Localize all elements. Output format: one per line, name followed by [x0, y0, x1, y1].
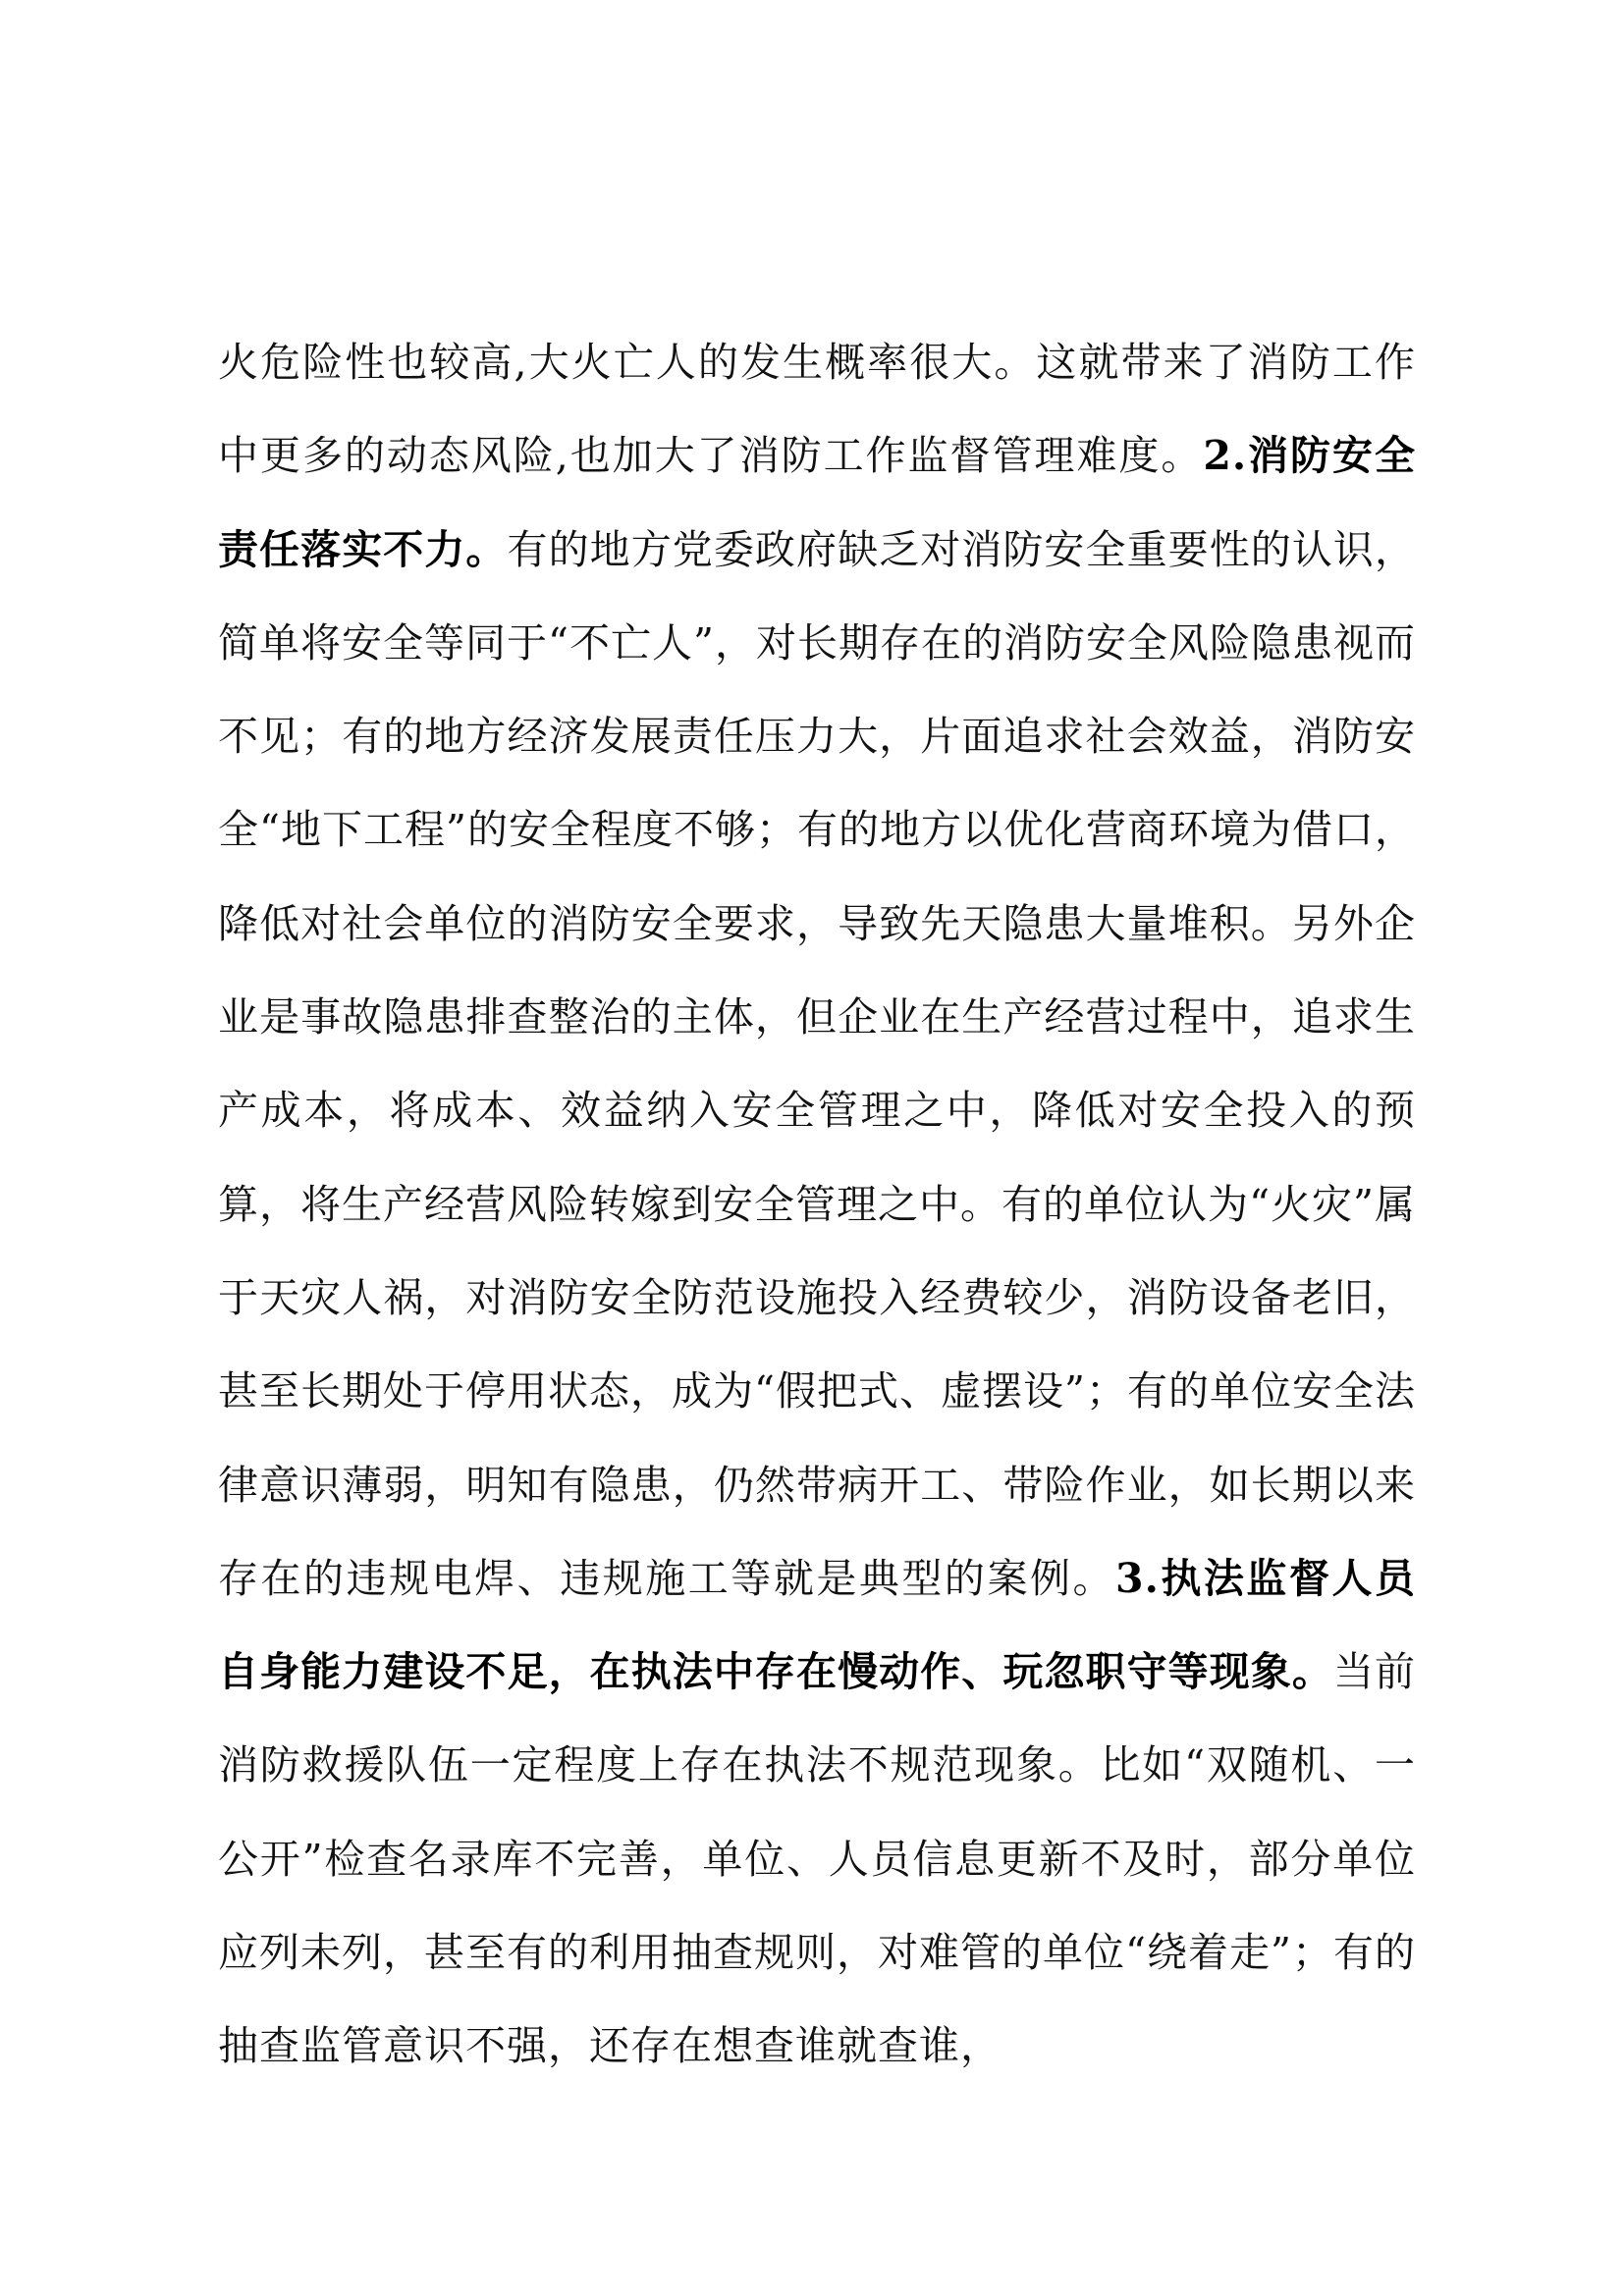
text-segment: 有的地方党委政府缺乏对消防安全重要性的认识，简单将安全等同于“不亡人”，对长期存在的消防安全风险隐患视而不见；有的地方经济发展责任压力大，片面追求社会效益，消防安全“地下工程”的安全程度不够；有的地方以优化营商环境为借口，降低对社会单位的消防安全要求，导致先天隐患大量堆积。另外企业是事故隐患排查整治的主体，但企业在生产经营过程中，追求生产成本，将成本、效益纳入安全管理之中，降低对安全投入的预算，将生产经营风险转嫁到安全管理之中。有的单位认为“火灾”属于天灾人祸，对消防安全防范设施投入经费较少，消防设备老旧，甚至长期处于停用状态，成为“假把式、虚摆设”；有的单位安全法律意识薄弱，明知有隐患，仍然带病开工、带险作业，如长期以来存在的违规电焊、违规施工等就是典型的案例。	[218, 525, 1416, 1602]
bold-heading-3: 3.执法监督人员自身能力建设不足，在执法中存在慢动作、玩忽职守等现象。	[218, 1554, 1417, 1696]
body-paragraph	[218, 316, 1416, 2094]
text-segment: 当前消防救援队伍一定程度上存在执法不规范现象。比如“双随机、一公开”检查名录库不完善，单位、人员信息更新不及时，部分单位应列未列，甚至有的利用抽查规则，对难管的单位“绕着走”；有的抽查监管意识不强，还存在想查谁就查谁，	[218, 1648, 1417, 2070]
text-segment: 火危险性也较高,大火亡人的发生概率很大。这就带来了消防工作中更多的动态风险,也加大了消防工作监督管理难度。	[218, 339, 1416, 480]
bold-heading-2: 2.消防安全责任落实不力。	[218, 432, 1416, 573]
